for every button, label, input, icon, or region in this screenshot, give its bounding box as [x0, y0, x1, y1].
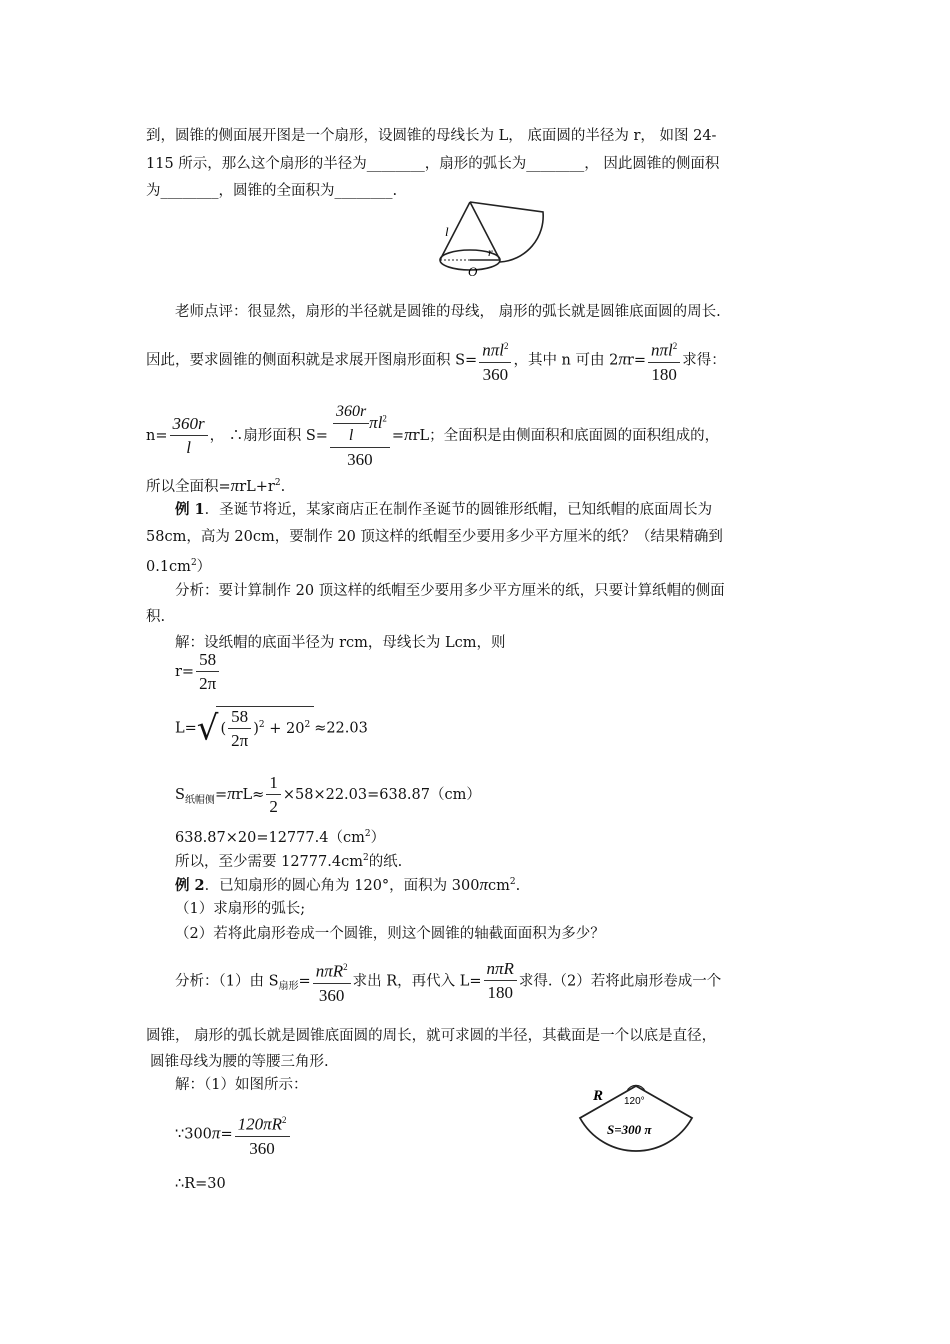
analysis-line: 圆锥， 扇形的弧长就是圆锥底面圆的周长，就可求圆的半径，其截面是一个以底是直径，	[146, 1028, 717, 1044]
fraction-radius: $\frac{58}{2\pi}$	[228, 707, 251, 751]
subscript: 纸帽侧	[184, 794, 215, 806]
text: .	[515, 877, 521, 894]
because-formula	[175, 1110, 292, 1159]
pi-symbol: π	[479, 874, 488, 894]
text: ．圣诞节将近，某家商店正在制作圣诞节的圆锥形纸帽，已知纸帽的底面周长为	[204, 502, 713, 518]
analysis-line: 积.	[146, 609, 166, 625]
L-formula: L=√ ( $\frac{58}{2\pi}$ )$^2 + 20^2 \approx 22.03$	[175, 707, 368, 750]
text: 求得：	[682, 352, 726, 369]
text: S	[175, 787, 185, 803]
conclusion-line	[175, 847, 402, 873]
solution-line: 解：（1）如图所示：	[175, 1077, 308, 1093]
calc-line	[175, 823, 385, 849]
text: 分析：（1）由 S	[175, 973, 279, 990]
exponent: 2	[362, 853, 369, 863]
fraction-arc: $\frac{n\pi l^2}{180}$	[648, 336, 680, 385]
text: ，其中 n 可由 2	[513, 352, 619, 369]
analysis-line: 分析：要计算制作 20 顶这样的纸帽至少要用多少平方厘米的纸，只要计算纸帽的侧面	[175, 583, 725, 599]
text: ∵300	[175, 1126, 212, 1143]
result-line: ∴R=30	[175, 1176, 226, 1192]
text: 0.1cm	[146, 558, 191, 575]
fraction-half: $\frac{1}{2}$	[266, 773, 281, 817]
pi-symbol: π	[618, 349, 627, 369]
comment-formula-line	[146, 336, 726, 385]
text: =	[391, 428, 405, 444]
text: rL+r	[239, 478, 275, 495]
example-1-line	[146, 552, 211, 578]
label-R: R	[593, 1088, 604, 1104]
comment-line: 老师点评：很显然，扇形的半径就是圆锥的母线， 扇形的弧长就是圆锥底面圆的周长.	[175, 304, 721, 320]
example-2-line	[175, 871, 520, 897]
text: =	[214, 787, 228, 803]
text: =	[220, 1126, 233, 1143]
example-label: 例 1	[175, 501, 205, 518]
text: 所以，至少需要 12777.4cm	[175, 853, 363, 870]
text: 求出 R，再代入 L=	[352, 973, 482, 990]
text: ）	[196, 558, 212, 575]
text: rL≈	[235, 787, 265, 803]
sector-figure	[576, 1080, 696, 1168]
comment-formula-line-2	[146, 402, 719, 470]
question-line: （1）求扇形的弧长;	[175, 901, 306, 917]
example-1-line	[175, 499, 712, 521]
fraction-r: $\frac{58}{2\pi}$	[196, 650, 219, 694]
text: r=	[626, 352, 646, 369]
label-l: l	[445, 224, 449, 239]
fraction-arc-length: $\frac{\text{nπR}}{180}$	[484, 959, 517, 1003]
text: r=	[175, 664, 195, 680]
subscript: 扇形	[278, 981, 299, 993]
S-formula	[175, 773, 481, 817]
exponent: 2	[509, 877, 516, 887]
exponent: 2	[274, 478, 281, 488]
para-line: 到，圆锥的侧面展开图是一个扇形，设圆锥的母线长为 L， 底面圆的半径为 r， 如图 24-	[146, 128, 717, 144]
fraction-compound: $\frac{360r}{l}$ $\pi l^2$ 360	[330, 402, 390, 470]
label-area: S=300 π	[607, 1122, 652, 1137]
pi-symbol: π	[211, 1123, 221, 1143]
cone-sector-figure	[430, 196, 548, 280]
solution-line: 解：设纸帽的底面半径为 rcm，母线长为 Lcm，则	[175, 635, 506, 651]
pi-symbol: π	[227, 784, 236, 803]
text: ≈22.03	[314, 720, 368, 737]
label-r: r	[488, 245, 493, 259]
analysis-formula-line	[175, 957, 721, 1006]
fraction-sector-area: $\frac{n\pi R^2}{360}$	[313, 957, 351, 1006]
text: ）	[370, 829, 386, 846]
exponent: 2	[364, 829, 371, 839]
fraction-sector-area: $\frac{n\pi l^2}{360}$	[479, 336, 511, 385]
example-1-line: 58cm，高为 20cm，要制作 20 顶这样的纸帽至少要用多少平方厘米的纸？（结果精确到	[146, 529, 723, 545]
text: n=	[146, 428, 168, 444]
analysis-line: 圆锥母线为腰的等腰三角形.	[150, 1054, 329, 1070]
text: 求得.（2）若将此扇形卷成一个	[518, 973, 722, 990]
exponent: 2	[190, 558, 197, 568]
text: ×58×22.03=638.87（cm）	[282, 787, 481, 803]
r-formula	[175, 650, 221, 694]
text: =	[298, 973, 311, 990]
text: 的纸.	[368, 853, 403, 870]
text: 因此，要求圆锥的侧面积就是求展开图扇形面积 S=	[146, 352, 478, 369]
fraction-n: $\frac{360r}{l}$	[170, 414, 208, 458]
text: 所以全面积=	[146, 478, 231, 495]
para-line: 为________，圆锥的全面积为________.	[146, 183, 398, 199]
label-angle: 120°	[624, 1096, 645, 1107]
pi-symbol: π	[230, 475, 240, 495]
pi-symbol: π	[404, 425, 413, 444]
example-label: 例 2	[175, 876, 205, 894]
comment-line: 所以全面积$=\pi rL+r^2$.	[146, 475, 286, 495]
text: rL；全面积是由侧面积和底面圆的面积组成的，	[412, 428, 720, 444]
question-line: （2）若将此扇形卷成一个圆锥，则这个圆锥的轴截面面积为多少？	[175, 926, 605, 942]
fraction-area: $\frac{120\pi R^2}{360}$	[235, 1110, 290, 1159]
para-line: 115 所示，那么这个扇形的半径为________，扇形的弧长为________， 因此圆锥的侧面积	[146, 156, 720, 172]
text: L=	[175, 720, 197, 737]
text: ， ∴扇形面积 S=	[209, 428, 328, 444]
label-o: O	[468, 264, 478, 279]
text: ．已知扇形的圆心角为 120°，面积为 300	[204, 877, 480, 894]
text: 638.87×20=12777.4（cm	[175, 829, 365, 846]
text: cm	[488, 877, 510, 894]
